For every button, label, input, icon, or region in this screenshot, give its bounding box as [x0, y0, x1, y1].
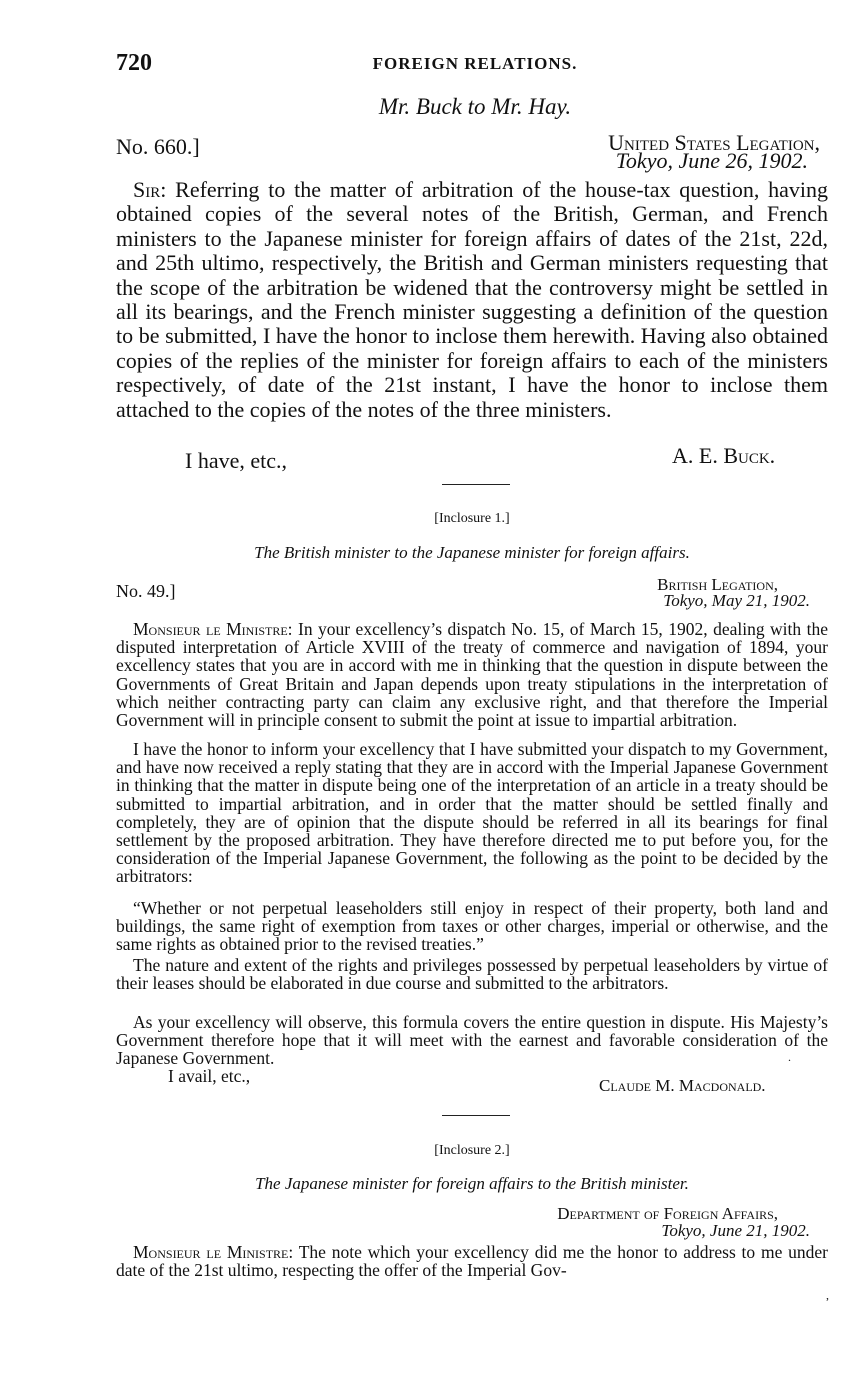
- inclosure1-salutation: Monsieur le Ministre:: [133, 619, 293, 639]
- letter-salutation: Sir:: [133, 177, 167, 202]
- inclosure1-paragraph: I have the honor to inform your excellency that I have submitted your dispatch to my Government, and have now received a reply stating that they are in accord with the Imperial Japanese Government in thinking that the matter in dispute being one of the interpretation of an article in a treaty should be submitted to impartial arbitration, and in order that the matter should be settled finally and completely, they are of opinion that the dispute should be referred in all its bearings for final settlement by the proposed arbitration. They have therefore directed me to put before you, for the consideration of the Imperial Japanese Government, the following as the point to be decided by the arbitrators:: [116, 739, 828, 887]
- inclosure1-legation: British Legation,: [657, 575, 778, 594]
- inclosure2-department: Department of Foreign Affairs,: [557, 1204, 778, 1223]
- letter-signature: A. E. Buck.: [672, 443, 776, 468]
- inclosure1-number: No. 49.]: [116, 581, 176, 601]
- letter-legation: United States Legation,: [608, 130, 820, 155]
- running-title: FOREIGN RELATIONS.: [372, 54, 578, 73]
- inclosure1-paragraph: [116, 620, 828, 729]
- letter-number: No. 660.]: [116, 134, 200, 159]
- inclosure1-title: The British minister to the Japanese minister for foreign affairs.: [254, 543, 690, 562]
- inclosure1-paragraph-text: In your excellency’s dispatch No. 15, of March 15, 1902, dealing with the disputed interpretation of Article XVIII of the treaty of commerce and navigation of 1894, your excellency states that you are in accord with me in thinking that the question in dispute between the Governments of Great Britain and Japan depends upon treaty stipulations in the interpretation of which neither contracting party can claim any exclusive right, and that therefore the Imperial Government will in principle consent to submit the point at issue to impartial arbitration.: [116, 619, 828, 731]
- stray-mark: .: [788, 1050, 791, 1064]
- section-divider: [442, 484, 510, 485]
- inclosure2-place-date: Tokyo, June 21, 1902.: [661, 1221, 810, 1240]
- inclosure2-paragraph-text: The note which your excellency did me the honor to address to me under date of the 21st ultimo, respecting the offer of the Imperial Gov-: [116, 1242, 828, 1281]
- inclosure1-paragraph: “Whether or not perpetual leaseholders still enjoy in respect of their property, both land and buildings, the same right of exemption from taxes or other charges, imperial or otherwise, and the same rights as obtained prior to the revised treaties.”: [116, 898, 828, 955]
- stray-mark: ,: [826, 1288, 829, 1302]
- inclosure1-place-date: Tokyo, May 21, 1902.: [663, 591, 810, 610]
- inclosure1-paragraph: The nature and extent of the rights and privileges possessed by perpetual leaseholders by virtue of their leases should be elaborated in due course and submitted to the arbitrators.: [116, 955, 828, 994]
- letter-body: [116, 178, 828, 422]
- inclosure2-title: The Japanese minister for foreign affairs to the British minister.: [255, 1174, 689, 1193]
- letter-title: Mr. Buck to Mr. Hay.: [378, 94, 572, 119]
- inclosure2-label: [Inclosure 2.]: [434, 1143, 510, 1158]
- inclosure1-paragraph: As your excellency will observe, this formula covers the entire question in dispute. His Majesty’s Government therefore hope that it will meet with the earnest and favorable consideration of the Japanese Government.: [116, 1012, 828, 1069]
- letter-place-date: Tokyo, June 26, 1902.: [615, 148, 808, 173]
- inclosure1-signature: Claude M. Macdonald.: [599, 1076, 766, 1095]
- section-divider: [442, 1115, 510, 1116]
- inclosure2-salutation: Monsieur le Ministre:: [133, 1242, 294, 1262]
- inclosure2-paragraph: [116, 1243, 828, 1279]
- letter-body-text: Referring to the matter of arbitration of the house-tax question, having obtained copies of the several notes of the British, German, and French ministers to the Japanese minister for foreign affairs of dates of the 21st, 22d, and 25th ultimo, respectively, the British and German ministers requesting that the scope of the arbitration be widened that the controversy might be settled in all its bearings, and the French minister suggesting a definition of the question to be submitted, I have the honor to inclose them herewith. Having also obtained copies of the replies of the minister for foreign affairs to each of the ministers respectively, of date of the 21st instant, I have the honor to inclose them attached to the copies of the notes of the three ministers.: [116, 177, 829, 422]
- page-number: 720: [116, 50, 152, 76]
- inclosure1-label: [Inclosure 1.]: [434, 511, 510, 526]
- inclosure1-closing: I avail, etc.,: [168, 1066, 251, 1086]
- letter-closing: I have, etc.,: [185, 448, 287, 473]
